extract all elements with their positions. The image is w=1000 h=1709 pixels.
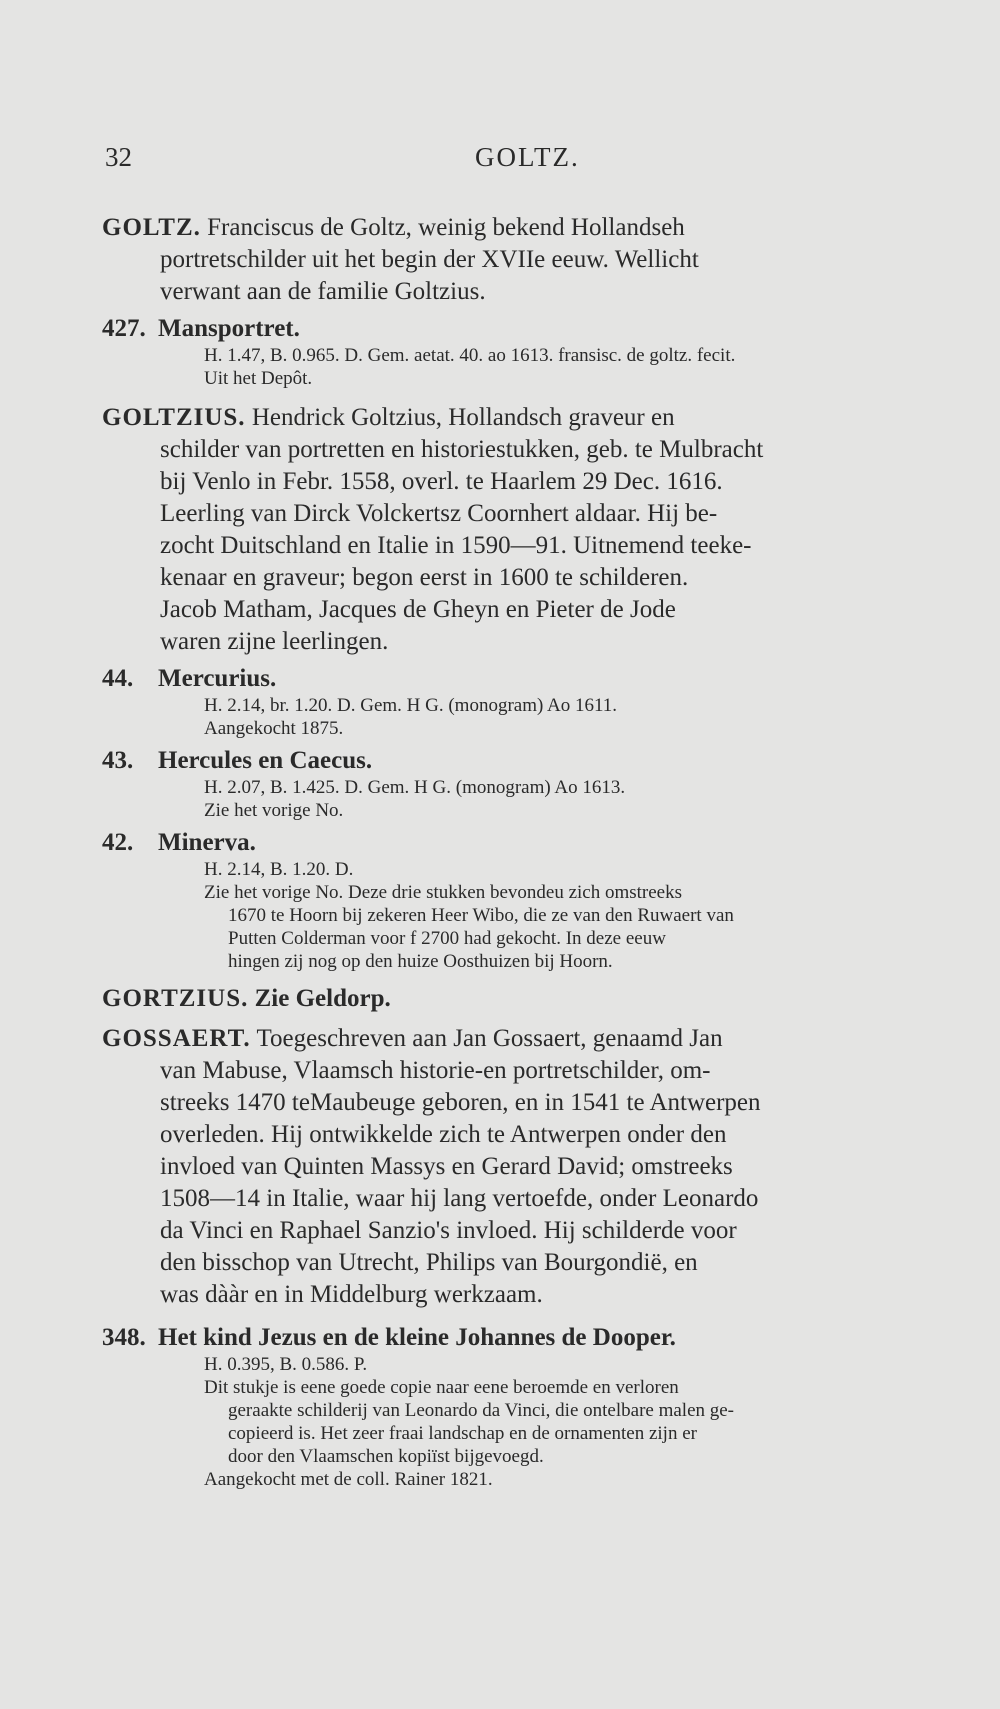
artist-text: Hendrick Goltzius, Hollandsch graveur en: [251, 404, 675, 431]
artist-entry-gossaert: [102, 1023, 927, 1311]
artwork-number: 44.: [102, 665, 134, 692]
note-line: hingen zij nog op den huize Oosthuizen bij Hoorn.: [228, 951, 613, 972]
artist-text: was dààr en in Middelburg werkzaam.: [160, 1281, 543, 1308]
artwork-heading: [102, 314, 927, 344]
artwork-number: 43.: [102, 747, 134, 774]
artwork-entry-44: [102, 664, 927, 740]
catalog-content: [102, 212, 927, 1495]
artist-text: waren zijne leerlingen.: [160, 628, 389, 655]
artist-text: Leerling van Dirck Volckertsz Coornhert aldaar. Hij be-: [160, 500, 718, 527]
note-line: copieerd is. Het zeer fraai landschap en de ornamenten zijn er: [228, 1423, 697, 1444]
artwork-details: H. 0.395, B. 0.586. P.: [204, 1354, 368, 1375]
artwork-provenance: Uit het Depôt.: [204, 368, 313, 389]
artwork-entry-348: [102, 1323, 927, 1491]
artwork-heading: [102, 828, 927, 858]
artwork-heading: [102, 1323, 927, 1353]
page-number: 32: [105, 142, 132, 172]
artist-text: verwant aan de familie Goltzius.: [160, 278, 486, 305]
page-header: [105, 142, 920, 182]
artwork-title: Mercurius.: [158, 665, 277, 692]
note-line: geraakte schilderij van Leonardo da Vinci, die ontelbare malen ge-: [228, 1400, 735, 1421]
artwork-number: 42.: [102, 829, 134, 856]
artwork-details: H. 2.14, B. 1.20. D.: [204, 859, 354, 880]
artwork-heading: [102, 664, 927, 694]
artwork-details: H. 2.14, br. 1.20. D. Gem. H G. (monogram) Ao 1611.: [204, 695, 618, 716]
artist-entry-goltz: [102, 212, 927, 308]
artwork-note: [102, 881, 927, 973]
artist-text: bij Venlo in Febr. 1558, overl. te Haarlem 29 Dec. 1616.: [160, 468, 723, 495]
artist-name: GOLTZIUS.: [102, 404, 246, 431]
artwork-details: H. 1.47, B. 0.965. D. Gem. aetat. 40. ao 1613. fransisc. de goltz. fecit.: [204, 345, 736, 366]
artwork-entry-427: [102, 314, 927, 390]
artist-entry-goltzius: [102, 402, 927, 658]
artist-text: overleden. Hij ontwikkelde zich te Antwerpen onder den: [160, 1121, 727, 1148]
artist-text: invloed van Quinten Massys en Gerard David; omstreeks: [160, 1153, 733, 1180]
note-line: Putten Colderman voor f 2700 had gekocht. In deze eeuw: [228, 928, 666, 949]
artist-text: schilder van portretten en historiestukken, geb. te Mulbracht: [160, 436, 764, 463]
artist-text: Jacob Matham, Jacques de Gheyn en Pieter de Jode: [160, 596, 676, 623]
artist-text: Toegeschreven aan Jan Gossaert, genaamd Jan: [256, 1025, 723, 1052]
artwork-note: Zie het vorige No.: [204, 800, 344, 821]
artist-text: zocht Duitschland en Italie in 1590—91. Uitnemend teeke-: [160, 532, 752, 559]
artwork-provenance: Aangekocht 1875.: [204, 718, 344, 739]
artist-name: GOSSAERT.: [102, 1025, 251, 1052]
artist-text: streeks 1470 teMaubeuge geboren, en in 1541 te Antwerpen: [160, 1089, 761, 1116]
artist-text: kenaar en graveur; begon eerst in 1600 te schilderen.: [160, 564, 689, 591]
artist-text: portretschilder uit het begin der XVIIe eeuw. Wellicht: [160, 246, 699, 273]
artwork-number: 427.: [102, 315, 146, 342]
artist-text: da Vinci en Raphael Sanzio's invloed. Hij schilderde voor: [160, 1217, 737, 1244]
artist-text: Franciscus de Goltz, weinig bekend Hollandseh: [207, 214, 685, 241]
note-line: 1670 te Hoorn bij zekeren Heer Wibo, die ze van den Ruwaert van: [228, 905, 734, 926]
artist-name: GORTZIUS.: [102, 985, 249, 1012]
artist-name: GOLTZ.: [102, 214, 201, 241]
artwork-entry-43: [102, 746, 927, 822]
artwork-note: [102, 1376, 927, 1468]
artwork-heading: [102, 746, 927, 776]
artwork-entry-42: [102, 828, 927, 973]
artist-text: den bisschop van Utrecht, Philips van Bourgondië, en: [160, 1249, 698, 1276]
artwork-title: Mansportret.: [158, 315, 300, 342]
artwork-provenance: Aangekocht met de coll. Rainer 1821.: [204, 1469, 493, 1490]
artist-text: 1508—14 in Italie, waar hij lang vertoefde, onder Leonardo: [160, 1185, 759, 1212]
note-line: Dit stukje is eene goede copie naar eene beroemde en verloren: [204, 1377, 679, 1398]
artwork-title: Minerva.: [158, 829, 256, 856]
artwork-title: Het kind Jezus en de kleine Johannes de Dooper.: [158, 1324, 676, 1351]
running-title: GOLTZ.: [475, 142, 580, 172]
cross-reference: Zie Geldorp.: [254, 985, 391, 1012]
artist-entry-gortzius: [102, 983, 927, 1015]
note-line: door den Vlaamschen kopiïst bijgevoegd.: [228, 1446, 544, 1467]
artwork-details: H. 2.07, B. 1.425. D. Gem. H G. (monogram) Ao 1613.: [204, 777, 626, 798]
artist-text: van Mabuse, Vlaamsch historie-en portretschilder, om-: [160, 1057, 711, 1084]
artwork-title: Hercules en Caecus.: [158, 747, 373, 774]
note-line: Zie het vorige No. Deze drie stukken bevondeu zich omstreeks: [204, 882, 683, 903]
artwork-number: 348.: [102, 1324, 146, 1351]
